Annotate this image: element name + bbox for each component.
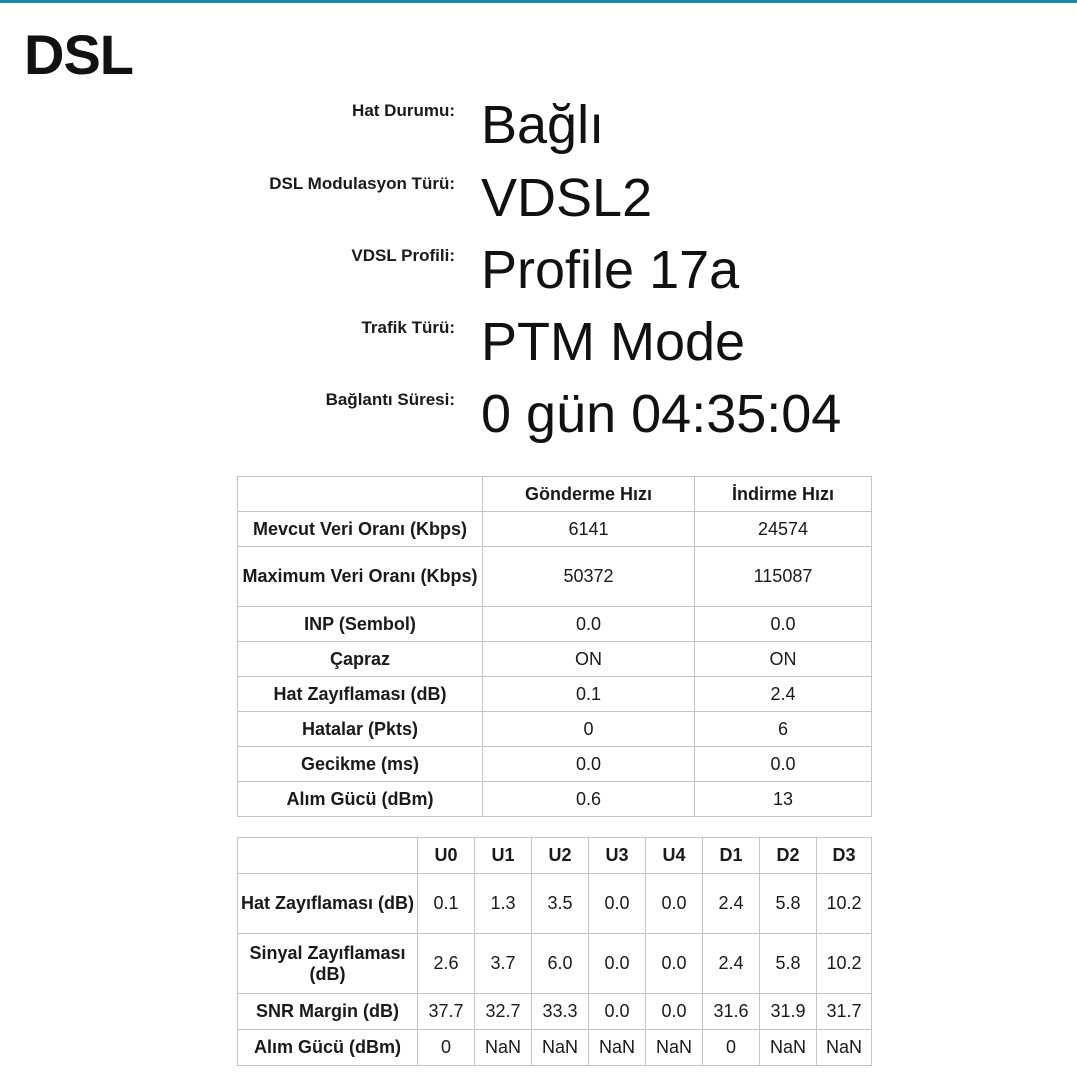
band-cell: NaN [646,1030,703,1066]
status-row-traffic-type [0,312,1077,388]
page-title: DSL [24,23,133,86]
band-cell: 0.0 [646,934,703,994]
band-cell: 5.8 [760,934,817,994]
band-cell: NaN [817,1030,872,1066]
row-label: Alım Gücü (dBm) [238,782,483,817]
row-label: Hatalar (Pkts) [238,712,483,747]
band-cell: 37.7 [418,994,475,1030]
status-value: Profile 17a [481,240,740,300]
band-cell: 5.8 [760,874,817,934]
downstream-cell: 115087 [695,547,872,607]
row-label: Hat Zayıflaması (dB) [238,677,483,712]
table-row [238,874,872,934]
status-label: Trafik Türü: [361,318,455,337]
upstream-cell: 0.0 [483,607,695,642]
table-row [238,712,872,747]
table-header-row [238,838,872,874]
band-cell: NaN [589,1030,646,1066]
row-label: Sinyal Zayıflaması (dB) [238,934,418,994]
status-value: 0 gün 04:35:04 [481,384,842,444]
status-row-uptime [0,384,1077,460]
table-header-cell: U3 [589,838,646,874]
table-header-cell: D2 [760,838,817,874]
status-label: Bağlantı Süresi: [325,390,455,409]
status-row-line-state [0,95,1077,171]
upstream-cell: ON [483,642,695,677]
band-cell: 0.0 [589,994,646,1030]
table-row [238,677,872,712]
table-row [238,607,872,642]
table-row [238,934,872,994]
band-cell: 2.4 [703,934,760,994]
band-cell: 31.9 [760,994,817,1030]
rate-table [237,476,872,817]
row-label: INP (Sembol) [238,607,483,642]
band-cell: 10.2 [817,874,872,934]
status-row-modulation [0,168,1077,244]
row-label: Çapraz [238,642,483,677]
table-header-cell: U2 [532,838,589,874]
status-label: Hat Durumu: [352,101,455,120]
table-row [238,747,872,782]
band-cell: 6.0 [532,934,589,994]
upstream-cell: 50372 [483,547,695,607]
table-header-cell: U0 [418,838,475,874]
table-row [238,512,872,547]
band-cell: NaN [532,1030,589,1066]
upstream-cell: 6141 [483,512,695,547]
band-cell: 3.5 [532,874,589,934]
band-cell: 31.7 [817,994,872,1030]
band-cell: 10.2 [817,934,872,994]
status-value: Bağlı [481,95,605,155]
band-cell: 33.3 [532,994,589,1030]
row-label: Alım Gücü (dBm) [238,1030,418,1066]
table-row [238,1030,872,1066]
band-cell: 0 [418,1030,475,1066]
band-cell: 32.7 [475,994,532,1030]
table-header-cell [238,838,418,874]
table-row [238,642,872,677]
table-header-cell: U1 [475,838,532,874]
downstream-cell: 2.4 [695,677,872,712]
row-label: SNR Margin (dB) [238,994,418,1030]
downstream-cell: 13 [695,782,872,817]
top-accent-bar [0,0,1077,3]
band-cell: 31.6 [703,994,760,1030]
upstream-cell: 0.6 [483,782,695,817]
table-header-cell: D1 [703,838,760,874]
status-value: VDSL2 [481,168,653,228]
upstream-cell: 0.0 [483,747,695,782]
status-value: PTM Mode [481,312,746,372]
row-label: Mevcut Veri Oranı (Kbps) [238,512,483,547]
table-row [238,547,872,607]
downstream-cell: 6 [695,712,872,747]
table-header-cell [238,477,483,512]
band-cell: 1.3 [475,874,532,934]
band-cell: NaN [760,1030,817,1066]
upstream-cell: 0.1 [483,677,695,712]
band-cell: 0.0 [589,874,646,934]
downstream-cell: 24574 [695,512,872,547]
band-cell: 0.0 [646,874,703,934]
downstream-cell: ON [695,642,872,677]
band-cell: 3.7 [475,934,532,994]
downstream-cell: 0.0 [695,747,872,782]
band-cell: 0.1 [418,874,475,934]
row-label: Hat Zayıflaması (dB) [238,874,418,934]
band-table [237,837,872,1066]
table-header-cell: U4 [646,838,703,874]
band-cell: 0.0 [589,934,646,994]
row-label: Gecikme (ms) [238,747,483,782]
band-cell: NaN [475,1030,532,1066]
table-row [238,994,872,1030]
table-header-cell: İndirme Hızı [695,477,872,512]
band-cell: 2.6 [418,934,475,994]
row-label: Maximum Veri Oranı (Kbps) [238,547,483,607]
table-header-cell: D3 [817,838,872,874]
upstream-cell: 0 [483,712,695,747]
table-row [238,782,872,817]
band-cell: 0.0 [646,994,703,1030]
table-header-cell: Gönderme Hızı [483,477,695,512]
table-header-row [238,477,872,512]
status-label: DSL Modulasyon Türü: [269,174,455,193]
downstream-cell: 0.0 [695,607,872,642]
band-cell: 0 [703,1030,760,1066]
status-label: VDSL Profili: [351,246,455,265]
band-cell: 2.4 [703,874,760,934]
status-row-profile [0,240,1077,316]
